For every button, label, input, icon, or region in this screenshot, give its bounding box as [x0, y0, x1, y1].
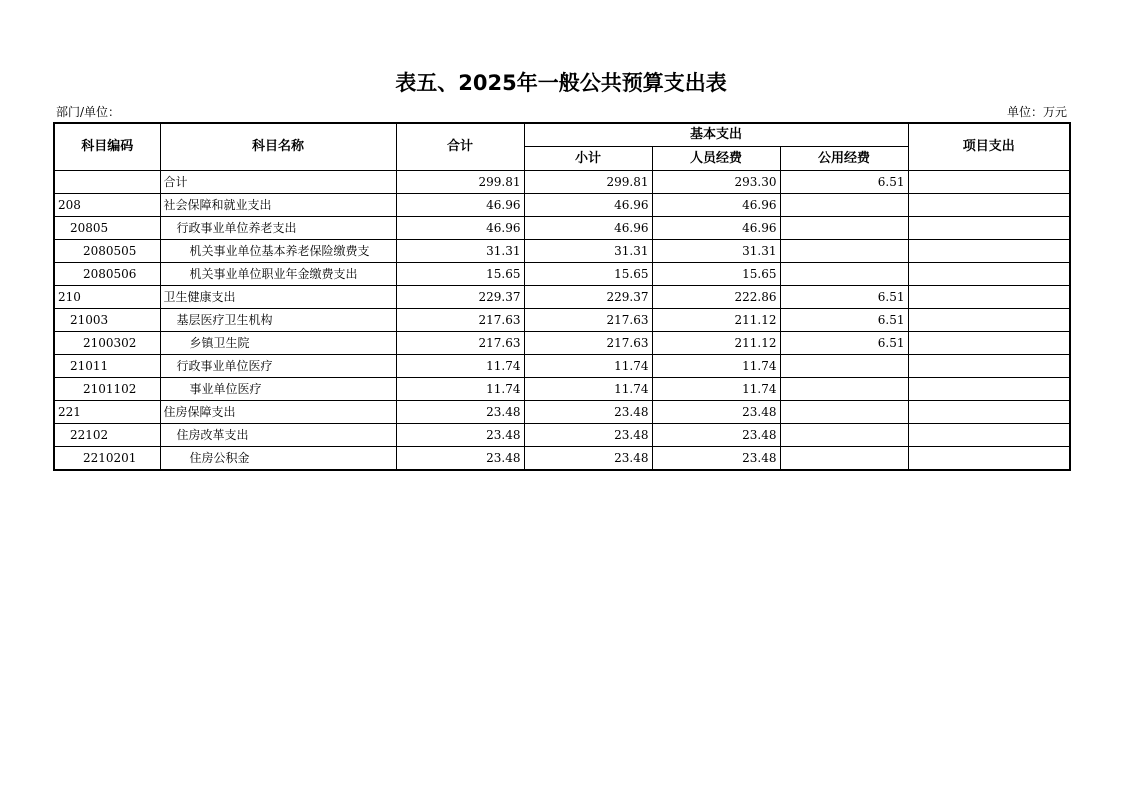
- cell-total: 15.65: [396, 263, 524, 286]
- cell-name: 住房保障支出: [160, 401, 396, 424]
- header-total: 合计: [396, 123, 524, 171]
- table-row: [54, 240, 1070, 263]
- cell-total: 23.48: [396, 401, 524, 424]
- cell-total: 31.31: [396, 240, 524, 263]
- budget-table: [53, 122, 1071, 471]
- table-row: [54, 332, 1070, 355]
- cell-total: 11.74: [396, 355, 524, 378]
- cell-name: 事业单位医疗: [160, 378, 396, 401]
- table-row: [54, 286, 1070, 309]
- cell-total: 23.48: [396, 447, 524, 471]
- cell-code: 21011: [54, 355, 160, 378]
- cell-public-cost: [780, 240, 908, 263]
- unit-label: 单位：万元: [1006, 105, 1067, 119]
- cell-public-cost: [780, 217, 908, 240]
- cell-project-expenditure: [908, 378, 1070, 401]
- cell-project-expenditure: [908, 424, 1070, 447]
- cell-personnel-cost: 23.48: [652, 447, 780, 471]
- table-row: [54, 171, 1070, 194]
- cell-personnel-cost: 23.48: [652, 424, 780, 447]
- cell-public-cost: 6.51: [780, 332, 908, 355]
- cell-name: 行政事业单位医疗: [160, 355, 396, 378]
- department-label: 部门/单位：: [56, 105, 121, 119]
- cell-project-expenditure: [908, 332, 1070, 355]
- table-row: [54, 355, 1070, 378]
- cell-public-cost: [780, 378, 908, 401]
- cell-personnel-cost: 211.12: [652, 309, 780, 332]
- cell-code: 2101102: [54, 378, 160, 401]
- cell-project-expenditure: [908, 447, 1070, 471]
- cell-subtotal: 31.31: [524, 240, 652, 263]
- cell-total: 11.74: [396, 378, 524, 401]
- cell-code: 2080505: [54, 240, 160, 263]
- cell-code: [54, 171, 160, 194]
- table-header: [54, 123, 1070, 171]
- cell-public-cost: 6.51: [780, 309, 908, 332]
- cell-project-expenditure: [908, 240, 1070, 263]
- cell-code: 210: [54, 286, 160, 309]
- header-personnel-cost: 人员经费: [652, 147, 780, 171]
- cell-public-cost: [780, 447, 908, 471]
- cell-public-cost: 6.51: [780, 286, 908, 309]
- cell-project-expenditure: [908, 286, 1070, 309]
- cell-name: 行政事业单位养老支出: [160, 217, 396, 240]
- cell-code: 21003: [54, 309, 160, 332]
- cell-code: 221: [54, 401, 160, 424]
- cell-total: 46.96: [396, 194, 524, 217]
- cell-name: 基层医疗卫生机构: [160, 309, 396, 332]
- cell-personnel-cost: 211.12: [652, 332, 780, 355]
- cell-code: 208: [54, 194, 160, 217]
- cell-project-expenditure: [908, 355, 1070, 378]
- header-project-expenditure: 项目支出: [908, 123, 1070, 171]
- cell-subtotal: 23.48: [524, 401, 652, 424]
- cell-subtotal: 46.96: [524, 194, 652, 217]
- cell-subtotal: 299.81: [524, 171, 652, 194]
- table-row: [54, 447, 1070, 471]
- cell-public-cost: [780, 263, 908, 286]
- cell-personnel-cost: 293.30: [652, 171, 780, 194]
- table-row: [54, 194, 1070, 217]
- page-title: 表五、2025年一般公共预算支出表: [395, 71, 727, 95]
- table-row: [54, 424, 1070, 447]
- cell-total: 46.96: [396, 217, 524, 240]
- cell-name: 住房公积金: [160, 447, 396, 471]
- cell-public-cost: [780, 194, 908, 217]
- cell-total: 217.63: [396, 332, 524, 355]
- cell-name: 住房改革支出: [160, 424, 396, 447]
- cell-personnel-cost: 31.31: [652, 240, 780, 263]
- table-row: [54, 309, 1070, 332]
- cell-project-expenditure: [908, 171, 1070, 194]
- cell-name: 合计: [160, 171, 396, 194]
- cell-code: 20805: [54, 217, 160, 240]
- cell-total: 23.48: [396, 424, 524, 447]
- cell-project-expenditure: [908, 263, 1070, 286]
- cell-project-expenditure: [908, 309, 1070, 332]
- cell-personnel-cost: 46.96: [652, 217, 780, 240]
- cell-code: 2100302: [54, 332, 160, 355]
- cell-total: 217.63: [396, 309, 524, 332]
- cell-personnel-cost: 46.96: [652, 194, 780, 217]
- cell-subtotal: 217.63: [524, 332, 652, 355]
- cell-subtotal: 217.63: [524, 309, 652, 332]
- cell-project-expenditure: [908, 217, 1070, 240]
- table-row: [54, 263, 1070, 286]
- header-code: 科目编码: [54, 123, 160, 171]
- cell-name: 社会保障和就业支出: [160, 194, 396, 217]
- cell-project-expenditure: [908, 194, 1070, 217]
- cell-public-cost: [780, 401, 908, 424]
- table-row: [54, 217, 1070, 240]
- header-basic-expenditure: 基本支出: [524, 123, 908, 147]
- cell-code: 2080506: [54, 263, 160, 286]
- cell-subtotal: 23.48: [524, 424, 652, 447]
- cell-personnel-cost: 23.48: [652, 401, 780, 424]
- cell-subtotal: 15.65: [524, 263, 652, 286]
- cell-project-expenditure: [908, 401, 1070, 424]
- table-row: [54, 401, 1070, 424]
- cell-public-cost: [780, 424, 908, 447]
- cell-name: 卫生健康支出: [160, 286, 396, 309]
- cell-subtotal: 46.96: [524, 217, 652, 240]
- cell-total: 229.37: [396, 286, 524, 309]
- table-row: [54, 378, 1070, 401]
- cell-subtotal: 11.74: [524, 378, 652, 401]
- cell-name: 机关事业单位职业年金缴费支出: [160, 263, 396, 286]
- cell-personnel-cost: 11.74: [652, 378, 780, 401]
- cell-name: 乡镇卫生院: [160, 332, 396, 355]
- cell-subtotal: 229.37: [524, 286, 652, 309]
- cell-code: 2210201: [54, 447, 160, 471]
- header-public-cost: 公用经费: [780, 147, 908, 171]
- cell-personnel-cost: 15.65: [652, 263, 780, 286]
- cell-total: 299.81: [396, 171, 524, 194]
- cell-public-cost: 6.51: [780, 171, 908, 194]
- cell-code: 22102: [54, 424, 160, 447]
- cell-name: 机关事业单位基本养老保险缴费支: [160, 240, 396, 263]
- cell-subtotal: 11.74: [524, 355, 652, 378]
- table-body: [54, 171, 1070, 471]
- cell-personnel-cost: 222.86: [652, 286, 780, 309]
- header-subtotal: 小计: [524, 147, 652, 171]
- cell-subtotal: 23.48: [524, 447, 652, 471]
- cell-personnel-cost: 11.74: [652, 355, 780, 378]
- cell-public-cost: [780, 355, 908, 378]
- header-name: 科目名称: [160, 123, 396, 171]
